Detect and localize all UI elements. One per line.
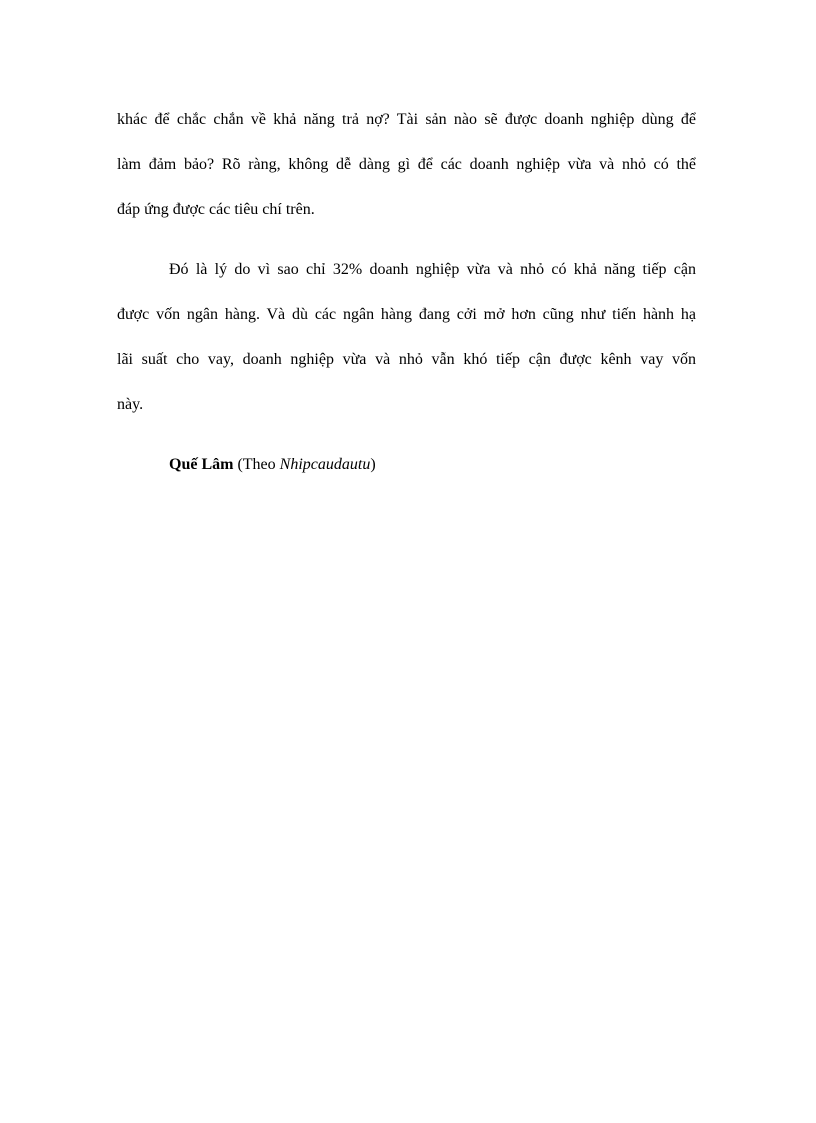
paragraph-spacer [117,232,696,247]
text-line: đáp ứng được các tiêu chí trên. [117,201,315,218]
paragraph-spacer [117,427,696,442]
source-name: Nhipcaudautu [279,456,371,473]
text-line: lãi suất cho vay, doanh nghiệp vừa và nhỏ vẫn khó tiếp cận được kênh vay vốn [117,351,696,368]
text-line: làm đảm bảo? Rõ ràng, không dễ dàng gì để các doanh nghiệp vừa và nhỏ có thể [117,156,696,173]
text-line: được vốn ngân hàng. Và dù các ngân hàng đang cởi mở hơn cũng như tiến hành hạ [117,306,696,323]
author-name: Quế Lâm [169,456,234,473]
paragraph [117,97,696,232]
text-line: này. [117,396,144,413]
document-body [117,97,696,487]
text-line: khác để chắc chắn về khả năng trả nợ? Tài sản nào sẽ được doanh nghiệp dùng để [117,111,696,128]
paragraph [117,247,696,427]
byline [117,442,696,487]
byline-prefix: (Theo [233,456,280,473]
text-line: Đó là lý do vì sao chỉ 32% doanh nghiệp vừa và nhỏ có khả năng tiếp cận [169,261,696,278]
byline-suffix: ) [370,456,376,473]
